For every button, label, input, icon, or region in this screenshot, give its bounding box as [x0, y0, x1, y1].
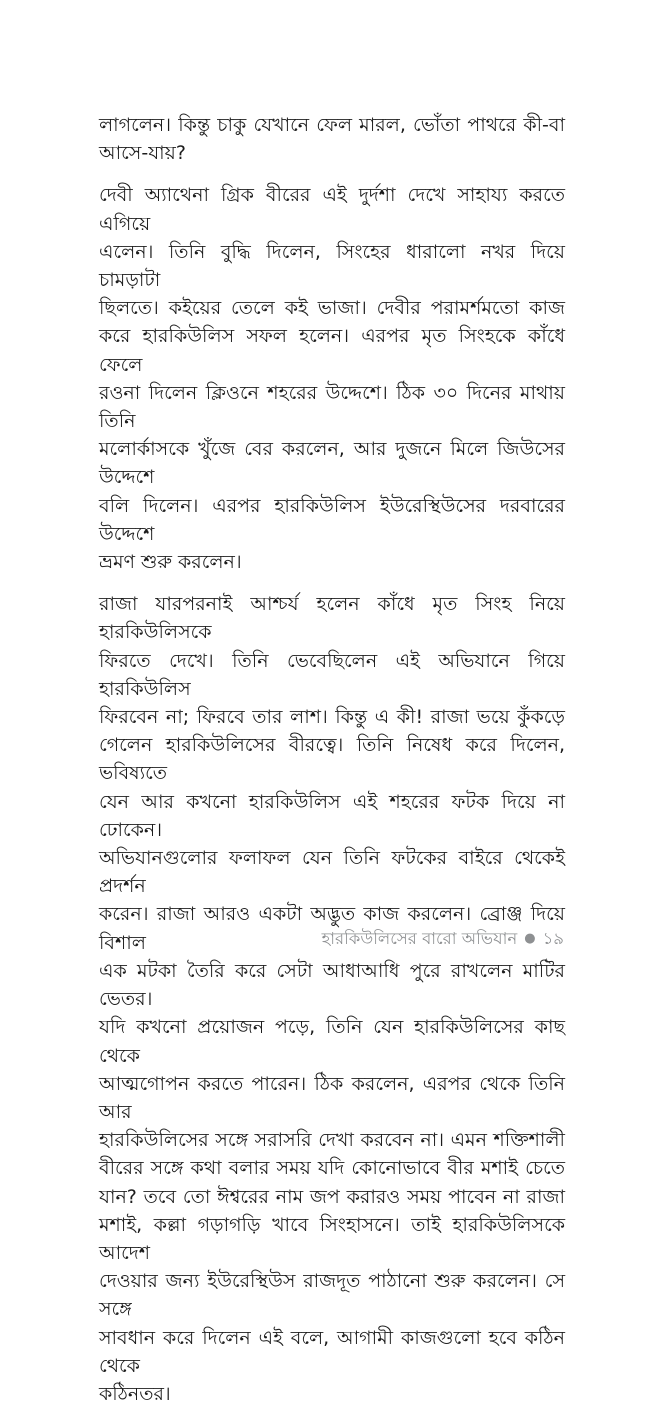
text-line: বলি দিলেন। এরপর হারকিউলিস ইউরেস্থিউসের দরবারের উদ্দেশে	[99, 494, 565, 545]
text-line: হারকিউলিসের সঙ্গে সরাসরি দেখা করবেন না। এমন শক্তিশালী	[99, 1129, 565, 1152]
text-line: যেন আর কখনো হারকিউলিস এই শহরের ফটক দিয়ে না ঢোকেন।	[99, 790, 565, 841]
text-line: ফিরবেন না; ফিরবে তার লাশ। কিন্তু এ কী! রাজা ভয়ে কুঁকড়ে	[99, 706, 565, 729]
text-line: কঠিনতর।	[99, 1382, 171, 1405]
text-line: গেলেন হারকিউলিসের বীরত্বে। তিনি নিষেধ করে দিলেন, ভবিষ্যতে	[99, 734, 565, 785]
text-line: মলোর্কাসকে খুঁজে বের করলেন, আর দুজনে মিলে জিউসের উদ্দেশে	[99, 438, 565, 489]
text-line: লাগলেন। কিন্তু চাকু যেখানে ফেল মারল, ভোঁতা পাথরে কী-বা	[99, 114, 565, 136]
text-line: রাজা যারপরনাই আশ্চর্য হলেন কাঁধে মৃত সিংহ নিয়ে হারকিউলিসকে	[99, 593, 565, 644]
text-line: অভিযানগুলোর ফলাফল যেন তিনি ফটকের বাইরে থেকেই প্রদর্শন	[99, 847, 565, 898]
text-line: ছিলতে। কইয়ের তেলে কই ভাজা। দেবীর পরামর্শমতো কাজ	[99, 297, 565, 320]
paragraph	[99, 590, 565, 1408]
text-line: করেন। রাজা আরও একটা অদ্ভুত কাজ করলেন। ব্রোঞ্জ দিয়ে বিশাল	[99, 903, 565, 954]
text-line: মশাই, কল্লা গড়াগড়ি খাবে সিংহাসনে। তাই হারকিউলিসকে আদেশ	[99, 1213, 565, 1264]
bullet-separator-icon: ●	[524, 931, 536, 946]
page-footer	[322, 928, 564, 950]
text-line: যান? তবে তো ঈশ্বরের নাম জপ করারও সময় পাবেন না রাজা	[99, 1185, 565, 1208]
text-line: যদি কখনো প্রয়োজন পড়ে, তিনি যেন হারকিউলিসের কাছ থেকে	[99, 1016, 565, 1067]
text-line: এক মটকা তৈরি করে সেটা আধাআধি পুরে রাখলেন মাটির ভেতর।	[99, 959, 565, 1011]
paragraph	[99, 181, 565, 576]
body-text	[99, 111, 565, 1422]
text-line: ফিরতে দেখে। তিনি ভেবেছিলেন এই অভিযানে গিয়ে হারকিউলিস	[99, 649, 565, 700]
text-line: বীরের সঙ্গে কথা বলার সময় যদি কোনোভাবে বীর মশাই চেতে	[99, 1157, 565, 1180]
text-line: ভ্রমণ শুরু করলেন।	[99, 551, 242, 574]
running-title: হারকিউলিসের বারো অভিযান	[321, 929, 518, 948]
text-line: রওনা দিলেন ক্লিওনে শহরের উদ্দেশে। ঠিক ৩০ দিনের মাথায় তিনি	[99, 381, 565, 433]
text-line: আসে-যায়?	[99, 142, 186, 165]
text-line: দেবী অ্যাথেনা গ্রিক বীরের এই দুর্দশা দেখে সাহায্য করতে এগিয়ে	[99, 184, 565, 235]
text-line: করে হারকিউলিস সফল হলেন। এরপর মৃত সিংহকে কাঁধে ফেলে	[99, 325, 565, 376]
page-number: ১৯	[542, 929, 564, 948]
text-line: সাবধান করে দিলেন এই বলে, আগামী কাজগুলো হবে কঠিন থেকে	[99, 1326, 565, 1377]
text-line: দেওয়ার জন্য ইউরেস্থিউস রাজদূত পাঠানো শুরু করলেন। সে সঙ্গে	[99, 1270, 565, 1321]
text-line: এলেন। তিনি বুদ্ধি দিলেন, সিংহের ধারালো নখর দিয়ে চামড়াটা	[99, 240, 565, 292]
text-line: আত্মগোপন করতে পারেন। ঠিক করলেন, এরপর থেকে তিনি আর	[99, 1072, 565, 1123]
paragraph	[99, 111, 565, 167]
